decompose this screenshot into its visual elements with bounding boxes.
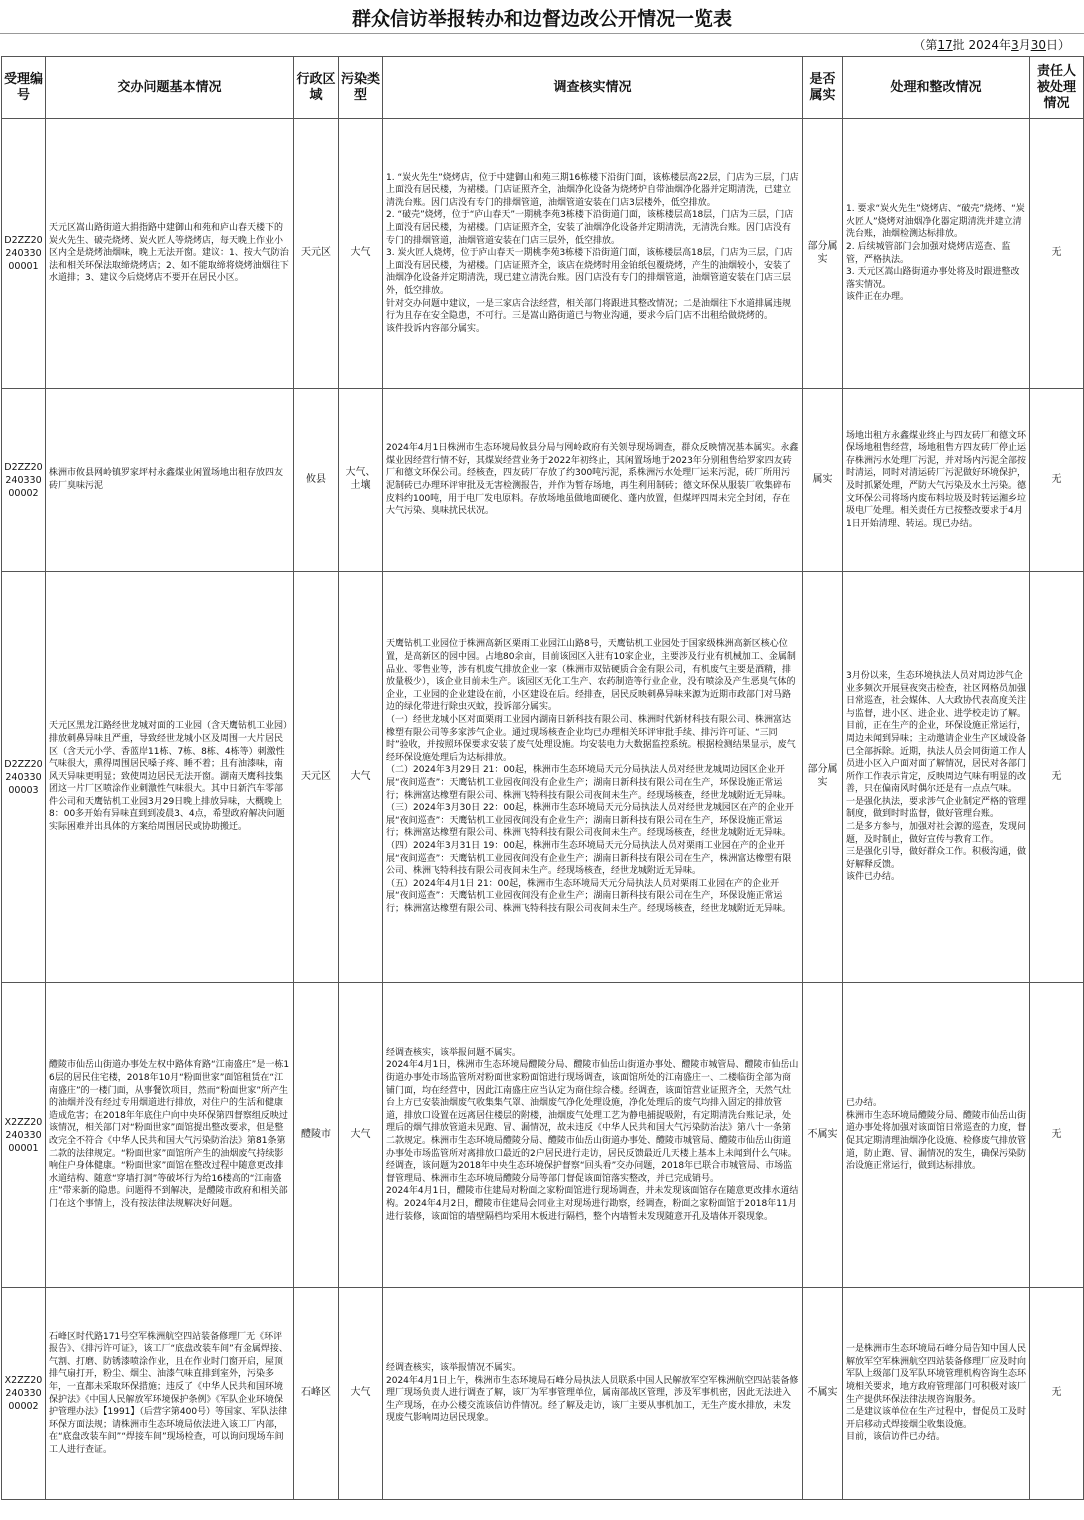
row-pollution: 大气 — [339, 983, 383, 1288]
row-investigation: 1. “炭火先生”烧烤店，位于中建御山和苑三期16栋楼下沿街门面，该栋楼层高22层，门店为三层，门店上面没有居民楼，为裙楼。门店证照齐全，油烟净化设备为烧烤炉自带油烟净化器并定期清洗，已建立清洗台账。因门店没有专门的排烟管道，油烟管道安装在门店3层楼外，低空排放。 2. “破壳”烧烤，位于“庐山春天”一期桃李苑3栋楼下沿街道门面，该栋楼层高18层，门店为三层，门店上面没有居民楼，为裙楼。门店证照齐全，安装了油烟净化设备并定期清洗，无清洗台账。因门店没有专门的排烟管道，油烟管道安装在门店三层外，低空排放。 3. 炭火匠人烧烤，位于庐山春天一期桃李苑3栋楼下沿街道门面，该栋楼层高18层，门店为三层，门店上面没有居民楼，为裙楼。门店证照齐全，该店在烧烤时用金铂纸包覆烧烤，产生的油烟较小，安装了油烟净化设备并定期清洗，现已建立清洗台账。因门店没有专门的排烟管道，油烟管道安装在门店三层外，低空排放。 针对交办问题中建议，一是三家店合法经营，相关部门将跟进其整改情况；二是油烟往下水道排属违规行为且存在安全隐患，不可行。三是嵩山路街道已与物业沟通，要求今后门店不出租给做烧烤的。 该件投诉内容部分属实。 — [383, 119, 803, 389]
row-id: X2ZZ2024033000002 — [2, 1288, 46, 1500]
row-investigation: 2024年4月1日株洲市生态环境局攸县分局与网岭政府有关领导现场调查，群众反映情况基本属实。永鑫煤业因经营行情不好，其煤炭经营业务于2022年初终止，其闲置场地于2023年分别租售给罗家四友砖厂和德文环保公司。经核查，四友砖厂存放了约300吨污泥，系株洲污水处理厂运来污泥，砖厂所用污泥制砖已办理环评审批及无害检测报告，并作为暂存场地，再生利用制砖；德文环保从服装厂收集碎布皮料约100吨，用于电厂发电原料。存放场地虽做地面硬化、蓬内放置，但煤坪四周未完全封闭，存在大气污染、臭味扰民状况。 — [383, 389, 803, 572]
row-handling: 1. 要求“炭火先生”烧烤店、“破壳”烧烤、“炭火匠人”烧烤对油烟净化器定期清洗并建立清洗台账，油烟检测达标排放。 2. 后续城管部门会加强对烧烤店巡查、监管，严格执法。 3. 天元区嵩山路街道办事处将及时跟进整改落实情况。 该件正在办理。 — [843, 119, 1030, 389]
batch-mid: 批 — [952, 38, 969, 52]
row-is-true: 属实 — [803, 389, 843, 572]
table-row — [2, 572, 1084, 983]
table-row — [2, 1288, 1084, 1500]
row-handling: 3月份以来，生态环境执法人员对周边涉气企业多频次开展昼夜突击检查，社区网格员加强日常巡查，社会媒体、人大政协代表高度关注与监督，进小区、进企业、进学校走访了解。目前，正在生产的企业，环保设施正常运行，周边未闻到异味；主动邀请企业生产区域设备已全部拆除。近期，执法人员会同街道工作人员进小区入户面对面了解情况，居民对各部门所作工作表示肯定，反映周边气味有明显的改善，只在偏南风时偶尔还是有一点点气味。 一是强化执法，要求涉气企业制定严格的管理制度，做到时时监督，做好管理台账。 二是多方参与，加强对社会源的巡查，发现问题，及时制止，做好宣传与教育工作。 三是强化引导，做好群众工作。积极沟通，做好解释反馈。 该件已办结。 — [843, 572, 1030, 983]
row-is-true: 不属实 — [803, 983, 843, 1288]
row-responsible: 无 — [1030, 119, 1084, 389]
batch-info — [0, 34, 1084, 56]
header-responsible: 责任人被处理情况 — [1030, 57, 1084, 119]
row-id: D2ZZ2024033000002 — [2, 389, 46, 572]
header-district: 行政区域 — [294, 57, 339, 119]
table-row — [2, 119, 1084, 389]
row-problem: 株洲市攸县网岭镇罗家坪村永鑫煤业闲置场地出租存放四友砖厂臭味污泥 — [46, 389, 294, 572]
header-pollution: 污染类型 — [339, 57, 383, 119]
row-district: 天元区 — [294, 119, 339, 389]
row-investigation: 天鹰钻机工业园位于株洲高新区栗雨工业园江山路8号，天鹰钻机工业园处于国家级株洲高新区核心位置，是高新区的园中园。占地80余亩，目前该园区入驻有10家企业，主要涉及行业有机械加工、金属制品业、零售业等，涉有机废气排放企业一家（株洲市双钻硬质合金有限公司，有机废气主要是酒精，排放量极少），该企业目前未生产。该园区无化工生产、农药制造等行业企业，没有喷涂及产生恶臭气体的企业，工业园的企业建设在前，小区建设在后。经排查，居民反映刺鼻异味来源为近期市政部门对马路边的绿化带进行除虫灭蚊，投诉部分属实。 （一）经世龙城小区对面栗雨工业园内湖南日新科技有限公司、株洲时代新材科技有限公司、株洲富达橡塑有限公司等多家涉气企业。通过现场核查企业均已办理相关环评审批手续、排污许可证、“三同时”验收，并按照环保要求安装了废气处理设施。均安装电力大数据监控系统。根据检测结果显示，废气经环保设施处理后为达标排放。 （二）2024年3月29日 21：00起，株洲市生态环境局天元分局执法人员对经世龙城周边园区企业开展“夜间巡查”：天鹰钻机工业园夜间没有企业生产；湖南日新科技有限公司在生产，环保设施正常运行；株洲富达橡塑有限公司、株洲飞特科技有限公司夜间未生产。经现场核查，经世龙城附近无异味。 （三）2024年3月30日 22：00起，株洲市生态环境局天元分局执法人员对经世龙城园区在产的企业开展“夜间巡查”：天鹰钻机工业园夜间没有企业生产；湖南日新科技有限公司在生产，环保设施正常运行；株洲富达橡塑有限公司、株洲飞特科技有限公司夜间未生产。经现场核查，经世龙城附近无异味。 （四）2024年3月31日 19：00起，株洲市生态环境局天元分局执法人员对栗雨工业园在产的企业开展“夜间巡查”：天鹰钻机工业园夜间没有企业生产；湖南日新科技有限公司在生产，株洲富达橡塑有限公司、株洲飞特科技有限公司夜间未生产。经现场核查，经世龙城附近无异味。 （五）2024年4月1日 21：00起，株洲市生态环境局天元分局执法人员对栗雨工业园在产的企业开展“夜间巡查”：天鹰钻机工业园夜间没有企业生产；湖南日新科技有限公司在生产，环保设施正常运行；株洲富达橡塑有限公司、株洲飞特科技有限公司夜间未生产。经现场核查，经世龙城附近无异味。 — [383, 572, 803, 983]
row-handling: 场地出租方永鑫煤业终止与四友砖厂和德文环保场地租售经营，场地租售方四友砖厂停止运存株洲污水处理厂污泥，并对场内污泥全部按时清运，同时对清运砖厂污泥做好环境保护，及时抓紧处理，严防大气污染及水土污染。德文环保公司将场内废布料垃圾及时转运湘乡垃圾电厂处理。相关责任方已按整改要求于4月1日开始清理、转运。现已办结。 — [843, 389, 1030, 572]
row-id: D2ZZ2024033000003 — [2, 572, 46, 983]
batch-month-unit: 月 — [1018, 38, 1031, 52]
row-responsible: 无 — [1030, 389, 1084, 572]
batch-year: 2024年 — [968, 38, 1012, 52]
header-is-true: 是否属实 — [803, 57, 843, 119]
row-pollution: 大气 — [339, 572, 383, 983]
row-district: 石峰区 — [294, 1288, 339, 1500]
table-row — [2, 983, 1084, 1288]
row-responsible: 无 — [1030, 572, 1084, 983]
row-pollution: 大气、土壤 — [339, 389, 383, 572]
row-investigation: 经调查核实，该举报情况不属实。 2024年4月1日上午，株洲市生态环境局石峰分局执法人员联系中国人民解放军空军株洲航空四站装备修理厂现场负责人进行调查了解，该厂为军事管理单位，属南部战区管理，涉及军事机密，因此无法进入生产现场，在办公楼交流该信访件情况。经了解及走访，该厂主要从事机加工，无生产废水排放，未发现废气影响周边居民现象。 — [383, 1288, 803, 1500]
row-problem: 石峰区时代路171号空军株洲航空四站装备修理厂无《环评报告》、《排污许可证》，该工厂“底盘改装车间”有金属焊接、气割、打磨、防锈漆喷涂作业，且在作业时门窗开启，屋顶排气扇打开，粉尘、烟尘、油漆气味直排到室外，污染多年，一直都未采取环保措施；违反了《中华人民共和国环境保护法》《中国人民解放军环境保护条例》《军队企业环境保护管理办法》【1991】（后营字第400号）等国家、军队法律环保方面法规；请株洲市生态环境局依法进入该工厂内部，在“底盘改装车间”“焊接车间”现场检查，可以询问现场车间工人进行查证。 — [46, 1288, 294, 1500]
row-problem: 醴陵市仙岳山街道办事处左权中路体育路“江南盛庄”是一栋16层的居民住宅楼，2018年10月“粉面世家”面馆租赁在“江南盛庄”的一楼门面，从事餐饮项目，然而“粉面世家”所产生的油烟并没有经过专用烟道进行排放，对住户的生活和健康造成危害；在2018年年底住户向中央环保第四督察组反映过该情况，相关部门对“粉面世家”面馆提出整改要求，但是整改完全不符合《中华人民共和国大气污染防治法》第81条第二款的法律规定。“粉面世家”面馆所产生的油烟废气持续影响住户身体健康。“粉面世家”面馆在整改过程中随意更改排水道结构、随意“穿墙打洞”等破坏行为给16楼高的“江南盛庄”带来新的隐患。问题得不到解决，是醴陵市政府和相关部门在这个事情上，没有按法律法规解决好问题。 — [46, 983, 294, 1288]
row-id: X2ZZ2024033000001 — [2, 983, 46, 1288]
header-handling: 处理和整改情况 — [843, 57, 1030, 119]
row-handling: 已办结。 株洲市生态环境局醴陵分局、醴陵市仙岳山街道办事处将加强对该面馆日常巡查的力度，督促其定期清理油烟净化设施、检修废气排放管道，防止跑、冒、漏情况的发生，确保污染防治设施正常运行，做到达标排放。 — [843, 983, 1030, 1288]
row-district: 攸县 — [294, 389, 339, 572]
row-pollution: 大气 — [339, 119, 383, 389]
batch-number: 17 — [937, 38, 953, 52]
row-pollution: 大气 — [339, 1288, 383, 1500]
header-id: 受理编号 — [2, 57, 46, 119]
row-is-true: 不属实 — [803, 1288, 843, 1500]
row-district: 天元区 — [294, 572, 339, 983]
row-investigation: 经调查核实，该举报问题不属实。 2024年4月1日，株洲市生态环境局醴陵分局、醴陵市仙岳山街道办事处、醴陵市城管局、醴陵市仙岳山街道办事处市场监管所对粉面世家粉面馆进行现场调查，该面馆所处的江南盛庄一、二楼临街全部为商铺门面，均在经营中，因此江南盛庄应当认定为商住综合楼。经调查，该面馆营业证照齐全，天然气灶台上方已安装油烟废气收集集气罩、油烟废气净化处理设施，净化处理后的废气均排入固定的排放管道，排放口设置在远离居住楼层的附楼，油烟废气处理工艺为静电捕捉吸附，有定期清洗台账记录，处理后的烟气排放管道未见跑、冒、漏情况，故未违反《中华人民共和国大气污染防治法》第八十一条第二款规定。株洲市生态环境局醴陵分局、醴陵市仙岳山街道办事处、醴陵市城管局、醴陵市仙岳山街道办事处市场监管所对离排放口最近的2户居民进行走访，居民反馈最近几天楼上基本上未闻到什么气味。经调查，该问题为2018年中央生态环境保护督察“回头看”交办问题，2018年已联合市城管局、市场监督管理局、株洲市生态环境局醴陵分局等部门督促该面馆落实整改，并已完成销号。 2024年4月1日，醴陵市住建局对粉面之家粉面馆进行现场调查，并未发现该面馆存在随意更改排水道结构。2024年4月2日，醴陵市住建局会同业主对现场进行勘察，经调查，粉面之家粉面馆于2018年11月进行装修，该面馆的墙壁隔档均采用木板进行隔档，整个内墙暂未发现随意开孔及墙体开裂现象。 — [383, 983, 803, 1288]
row-responsible: 无 — [1030, 983, 1084, 1288]
row-handling: 一是株洲市生态环境局石峰分局告知中国人民解放军空军株洲航空四站装备修理厂应及时向军队上级部门及军队环境管理机构咨询生态环境相关要求，地方政府管理部门可积极对该厂生产提供环保法律法规咨询服务。 二是建议该单位在生产过程中，督促员工及时开启移动式焊接烟尘收集设施。 目前，该信访件已办结。 — [843, 1288, 1030, 1500]
batch-day-unit: 日） — [1045, 38, 1070, 52]
row-district: 醴陵市 — [294, 983, 339, 1288]
row-responsible: 无 — [1030, 1288, 1084, 1500]
batch-prefix: （第 — [913, 38, 938, 52]
table-row — [2, 389, 1084, 572]
batch-month: 3 — [1011, 38, 1019, 52]
petition-table — [1, 56, 1084, 1500]
row-problem: 天元区黑龙江路经世龙城对面的工业园（含天鹰钻机工业园）排放刺鼻异味且严重，导致经世龙城小区及周围一大片居民区（含天元小学、香蓝岸11栋、7栋、8栋、4栋等）刺激性气味很大，熏得周围居民嗓子疼、睡不着；且有油漆味，南风天异味更明显；致使周边居民无法开窗。湖南天鹰科技集团这一片厂区喷涂作业刺激性气味很大。其中日新汽车零部件公司和天鹰钻机工业园3月29日晚上排放异味，大概晚上8：00多开始有异味直到到凌晨3、4点，希望政府解决问题实际困难并出具体的方案给周围居民或协助搬迁。 — [46, 572, 294, 983]
header-investigation: 调查核实情况 — [383, 57, 803, 119]
row-is-true: 部分属实 — [803, 119, 843, 389]
batch-day: 30 — [1030, 38, 1046, 52]
header-problem: 交办问题基本情况 — [46, 57, 294, 119]
row-is-true: 部分属实 — [803, 572, 843, 983]
page-title: 群众信访举报转办和边督边改公开情况一览表 — [0, 0, 1084, 34]
row-id: D2ZZ2024033000001 — [2, 119, 46, 389]
table-header-row — [2, 57, 1084, 119]
row-problem: 天元区嵩山路街道大捐指路中建御山和苑和庐山春天楼下的炭火先生、破壳烧烤、炭火匠人等烧烤店，每天晚上作业小区内全是烧烤油烟味，晚上无法开窗。建议：1、按大气防治法和相关环保法取缔烧烤店；2、如不能取缔将烧烤油烟往下水道排；3、建议今后烧烤店不要开在居民小区。 — [46, 119, 294, 389]
